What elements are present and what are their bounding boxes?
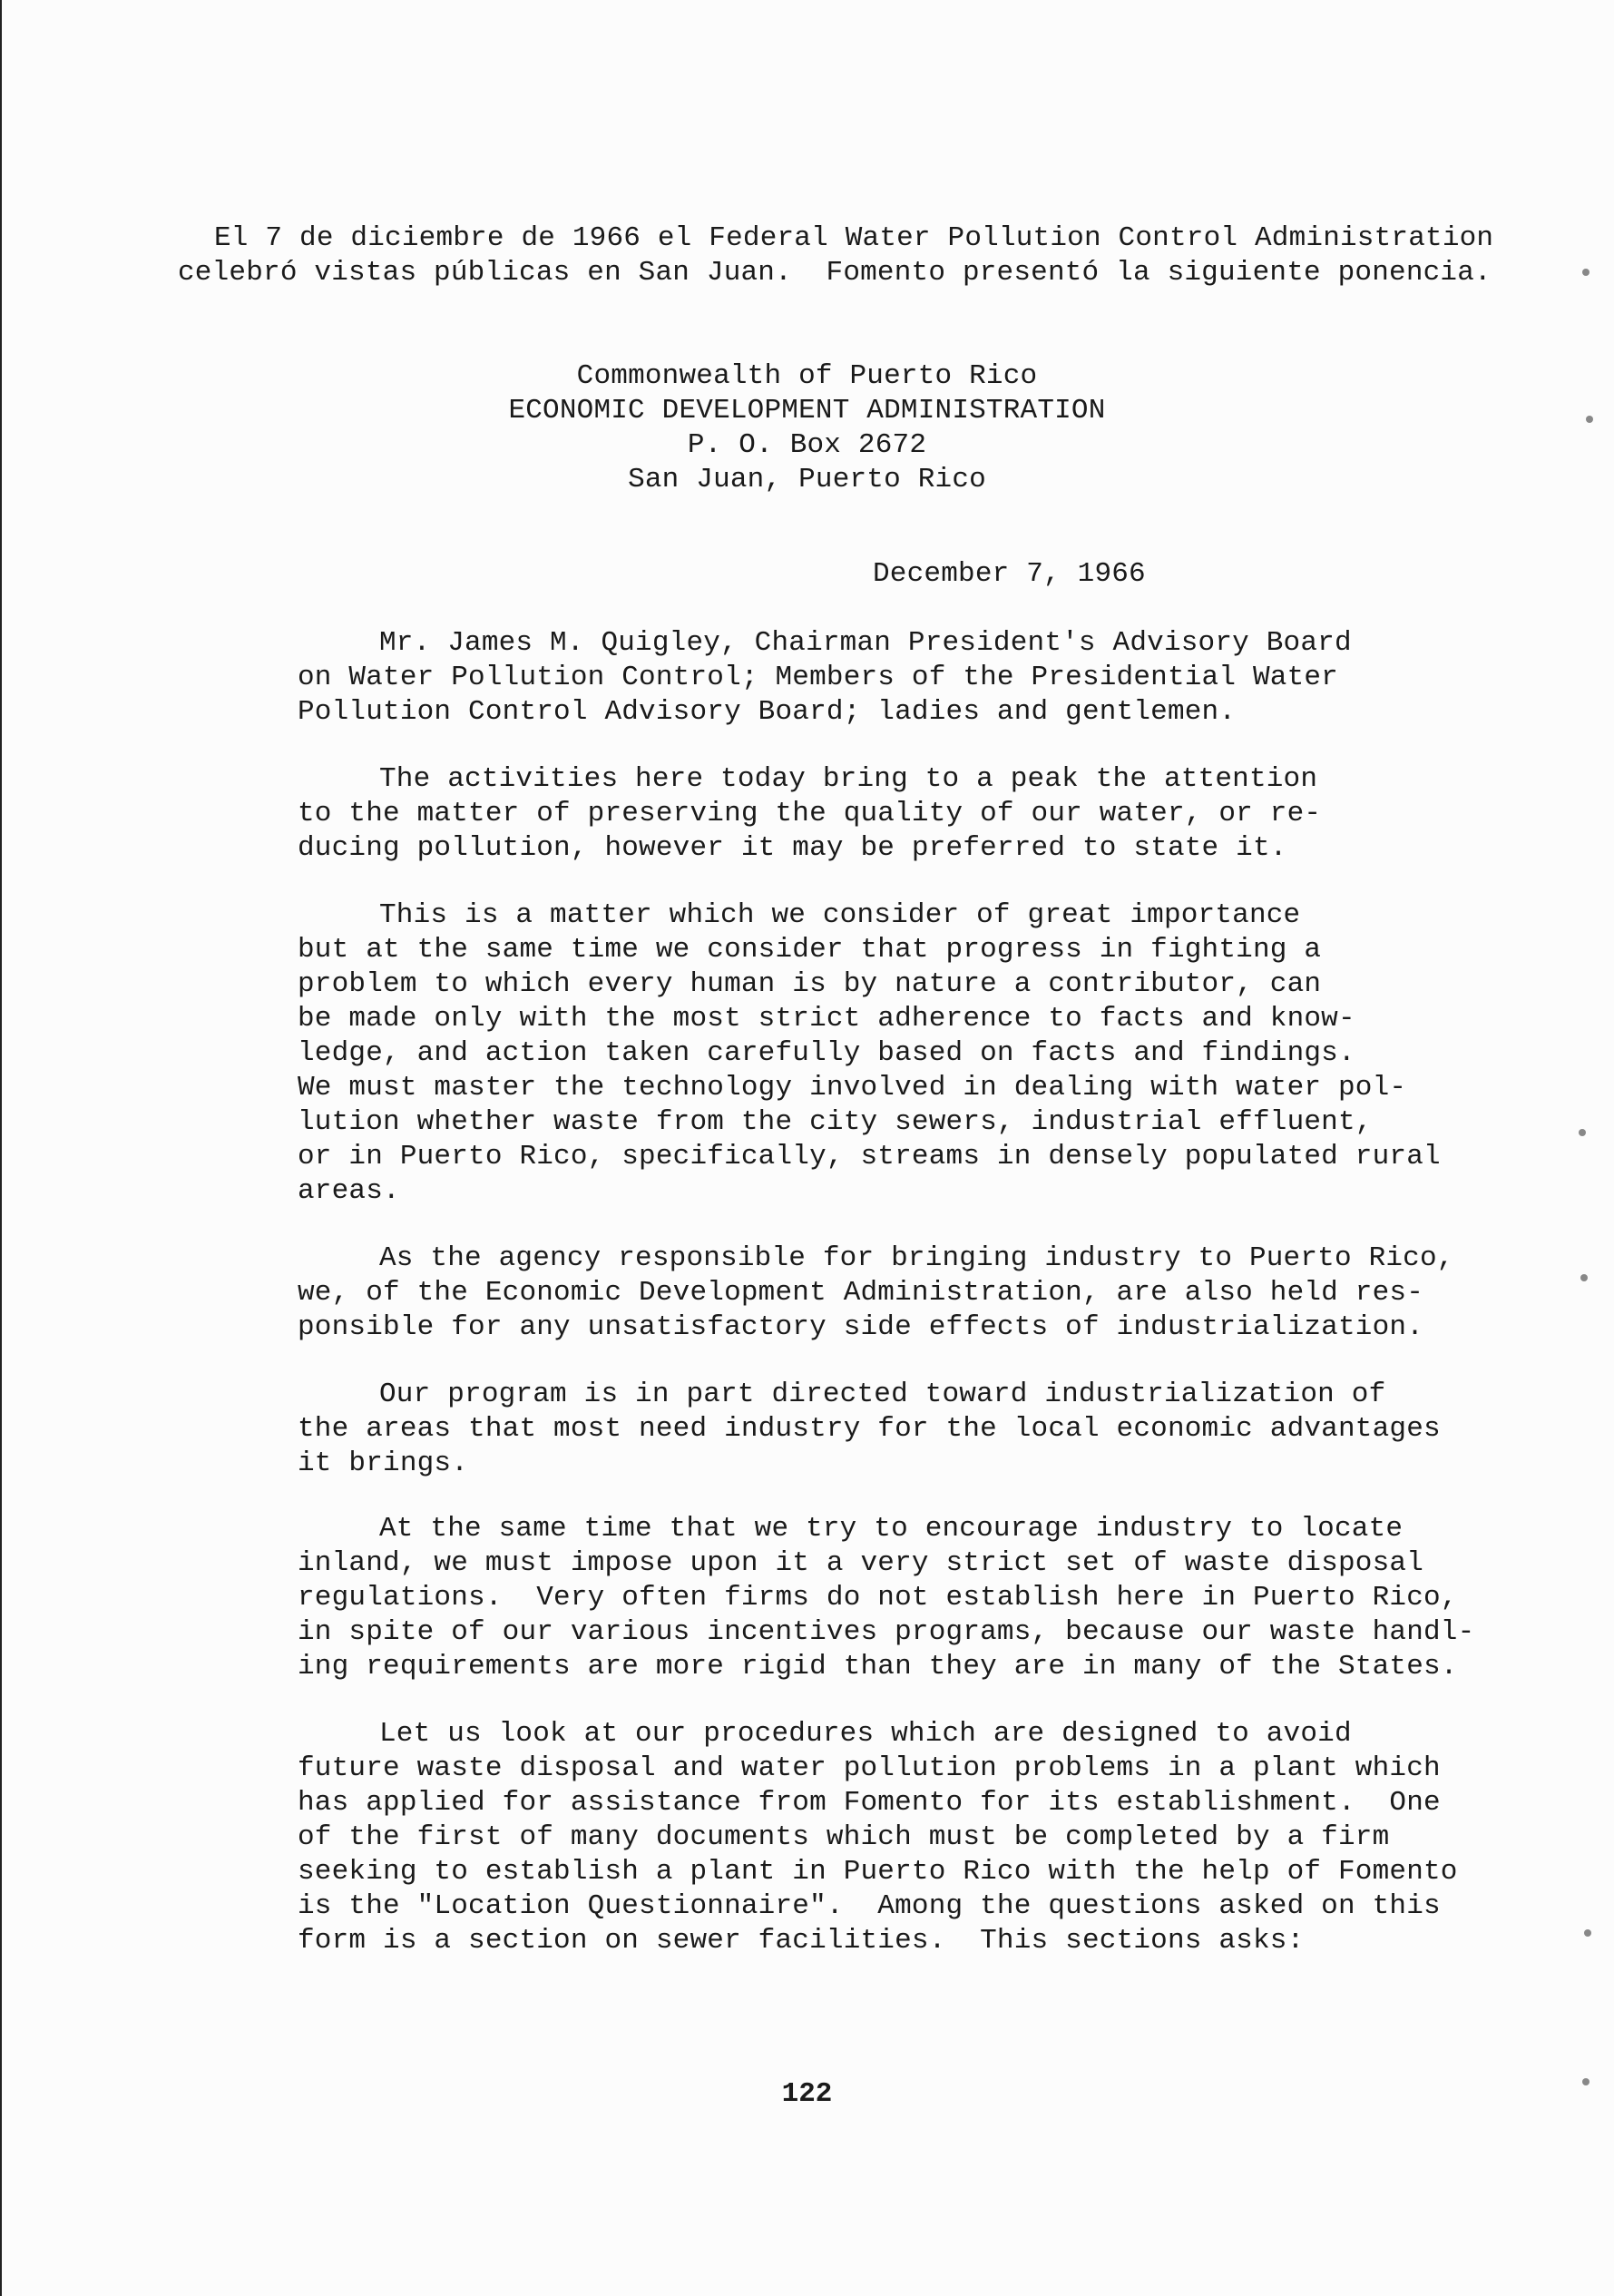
paragraph-line: Let us look at our procedures which are designed to avoid xyxy=(379,1718,1352,1750)
paragraph-line: it brings. xyxy=(298,1447,469,1479)
paragraph-line: At the same time that we try to encourage industry to locate xyxy=(379,1513,1404,1545)
scan-mark xyxy=(1582,2078,1590,2085)
paragraph-line: of the first of many documents which must be completed by a firm xyxy=(298,1821,1390,1853)
letter-date: December 7, 1966 xyxy=(873,558,1146,590)
paragraph-line: be made only with the most strict adherence to facts and know- xyxy=(298,1003,1355,1035)
paragraph-line: This is a matter which we consider of great importance xyxy=(379,899,1301,931)
scan-mark xyxy=(1580,1274,1588,1281)
paragraph-line: regulations. Very often firms do not establish here in Puerto Rico, xyxy=(298,1582,1458,1614)
intro-line: El 7 de diciembre de 1966 el Federal Water Pollution Control Administration xyxy=(214,222,1494,254)
paragraph-line: has applied for assistance from Fomento for its establishment. One xyxy=(298,1787,1441,1819)
scan-mark xyxy=(1586,416,1593,423)
page-number: 122 xyxy=(781,2078,833,2110)
paragraph-line: Our program is in part directed toward industrialization of xyxy=(379,1379,1386,1410)
paragraph-line: in spite of our various incentives programs, because our waste handl- xyxy=(298,1616,1475,1648)
scan-mark xyxy=(1584,1929,1591,1937)
paragraph-line: As the agency responsible for bringing industry to Puerto Rico, xyxy=(379,1242,1454,1274)
letterhead-line: Commonwealth of Puerto Rico xyxy=(576,360,1038,392)
paragraph-line: The activities here today bring to a peak the attention xyxy=(379,763,1318,795)
paragraph-line: ing requirements are more rigid than they are in many of the States. xyxy=(298,1651,1458,1683)
paragraph-line: future waste disposal and water pollution problems in a plant which xyxy=(298,1752,1441,1784)
page-edge xyxy=(0,0,2,2296)
salutation-line: on Water Pollution Control; Members of the Presidential Water xyxy=(298,662,1338,693)
paragraph-line: form is a section on sewer facilities. This sections asks: xyxy=(298,1925,1305,1957)
paragraph-line: areas. xyxy=(298,1175,400,1207)
letterhead-line: San Juan, Puerto Rico xyxy=(628,464,986,496)
paragraph-line: ducing pollution, however it may be preferred to state it. xyxy=(298,832,1287,864)
paragraph-line: ponsible for any unsatisfactory side effects of industrialization. xyxy=(298,1311,1423,1343)
paragraph-line: lution whether waste from the city sewers, industrial effluent, xyxy=(298,1106,1373,1138)
paragraph-line: ledge, and action taken carefully based on facts and findings. xyxy=(298,1037,1355,1069)
paragraph-line: we, of the Economic Development Administration, are also held res- xyxy=(298,1277,1423,1309)
scan-mark xyxy=(1582,269,1590,276)
letterhead-line: P. O. Box 2672 xyxy=(687,429,927,461)
paragraph-line: We must master the technology involved in dealing with water pol- xyxy=(298,1072,1407,1104)
paragraph-line: inland, we must impose upon it a very strict set of waste disposal xyxy=(298,1547,1423,1579)
letterhead-line: ECONOMIC DEVELOPMENT ADMINISTRATION xyxy=(508,395,1106,427)
paragraph-line: but at the same time we consider that progress in fighting a xyxy=(298,934,1322,966)
salutation-line: Mr. James M. Quigley, Chairman President's Advisory Board xyxy=(379,627,1352,659)
paragraph-line: to the matter of preserving the quality of our water, or re- xyxy=(298,798,1322,829)
paragraph-line: problem to which every human is by nature a contributor, can xyxy=(298,968,1322,1000)
paragraph-line: or in Puerto Rico, specifically, streams in densely populated rural xyxy=(298,1141,1441,1173)
salutation-line: Pollution Control Advisory Board; ladies and gentlemen. xyxy=(298,696,1237,728)
paragraph-line: is the "Location Questionnaire". Among the questions asked on this xyxy=(298,1890,1441,1922)
scan-mark xyxy=(1579,1129,1586,1136)
paragraph-line: the areas that most need industry for the local economic advantages xyxy=(298,1413,1441,1445)
intro-line: celebró vistas públicas en San Juan. Fomento presentó la siguiente ponencia. xyxy=(178,257,1492,289)
paragraph-line: seeking to establish a plant in Puerto Rico with the help of Fomento xyxy=(298,1856,1458,1888)
